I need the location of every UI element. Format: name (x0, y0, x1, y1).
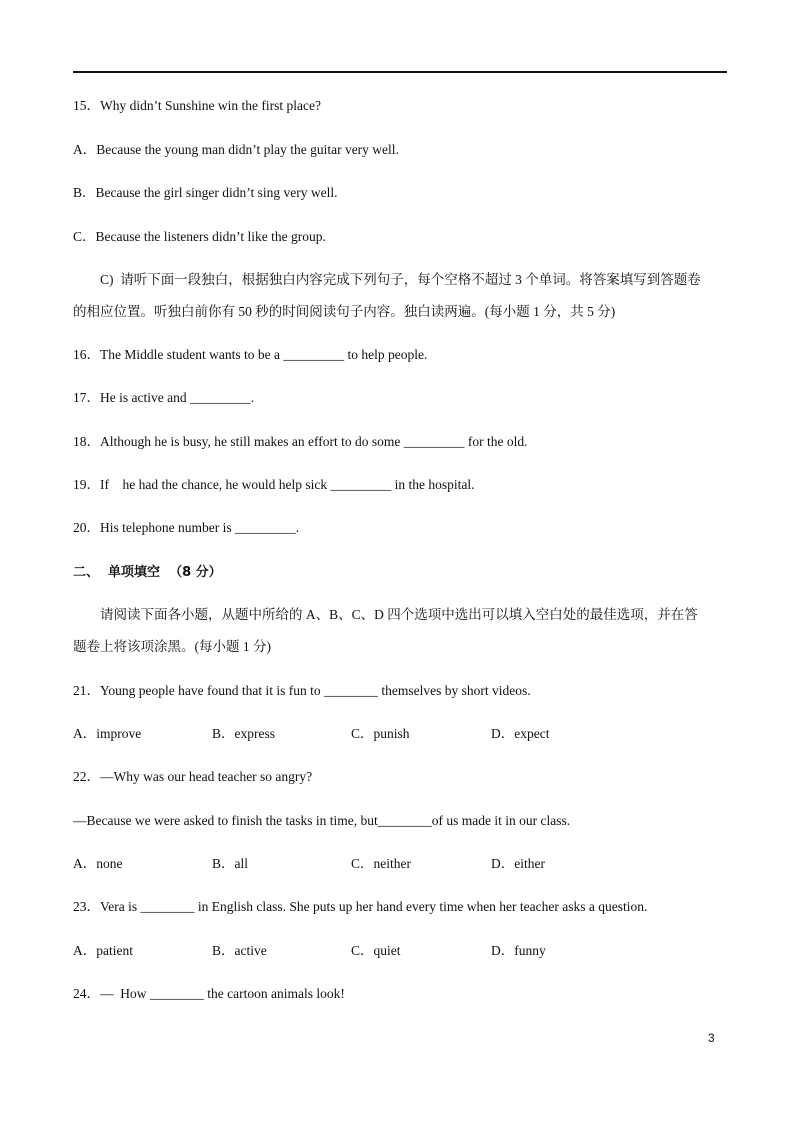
q21-option-d: D．expect (491, 726, 550, 741)
part-two-instruction-line2: 题卷上将该项涂黑。(每小题 1 分) (73, 639, 271, 654)
section-c-instruction-line2: 的相应位置。听独白前你有 50 秒的时间阅读句子内容。独白读两遍。(每小题 1 分，共 5 分) (73, 304, 616, 319)
q22-option-a: A．none (73, 856, 123, 871)
question-23: 23．Vera is ________ in English class. She puts up her hand every time when her teacher asks a question. (73, 899, 648, 914)
question-24: 24．— How ________ the cartoon animals look! (73, 986, 345, 1001)
q23-option-c: C．quiet (351, 943, 401, 958)
q22-option-d: D．either (491, 856, 545, 871)
question-22-response: —Because we were asked to finish the tasks in time, but________of us made it in our class. (73, 813, 571, 828)
q15-option-a: A．Because the young man didn’t play the guitar very well. (73, 142, 399, 157)
question-15: 15．Why didn’t Sunshine win the first place? (73, 98, 321, 113)
q23-option-b: B．active (212, 943, 267, 958)
q15-option-c: C．Because the listeners didn’t like the group. (73, 229, 326, 244)
q22-option-c: C．neither (351, 856, 411, 871)
question-18: 18．Although he is busy, he still makes an effort to do some _________ for the old. (73, 434, 528, 449)
page-number: 3 (708, 1031, 715, 1045)
q23-option-d: D．funny (491, 943, 546, 958)
question-20: 20．His telephone number is _________. (73, 520, 300, 535)
q22-option-b: B．all (212, 856, 248, 871)
part-two-instruction-line1: 请阅读下面各小题，从题中所给的 A、B、C、D 四个选项中选出可以填入空白处的最佳选项，并在答 (100, 607, 698, 622)
question-17: 17．He is active and _________. (73, 390, 255, 405)
section-c-instruction-line1: C) 请听下面一段独白，根据独白内容完成下列句子，每个空格不超过 3 个单词。将答案填写到答题卷 (100, 272, 701, 287)
q21-option-b: B．express (212, 726, 275, 741)
q23-option-a: A．patient (73, 943, 133, 958)
q15-option-b: B．Because the girl singer didn’t sing very well. (73, 185, 338, 200)
q21-option-a: A．improve (73, 726, 142, 741)
question-21: 21．Young people have found that it is fun to ________ themselves by short videos. (73, 683, 531, 698)
header-rule (73, 71, 727, 73)
q21-option-c: C．punish (351, 726, 410, 741)
question-22: 22．—Why was our head teacher so angry? (73, 769, 313, 784)
question-16: 16．The Middle student wants to be a _________ to help people. (73, 347, 428, 362)
question-19: 19．If he had the chance, he would help sick _________ in the hospital. (73, 477, 475, 492)
part-two-heading: 二、 单项填空 （8 分） (73, 565, 222, 580)
